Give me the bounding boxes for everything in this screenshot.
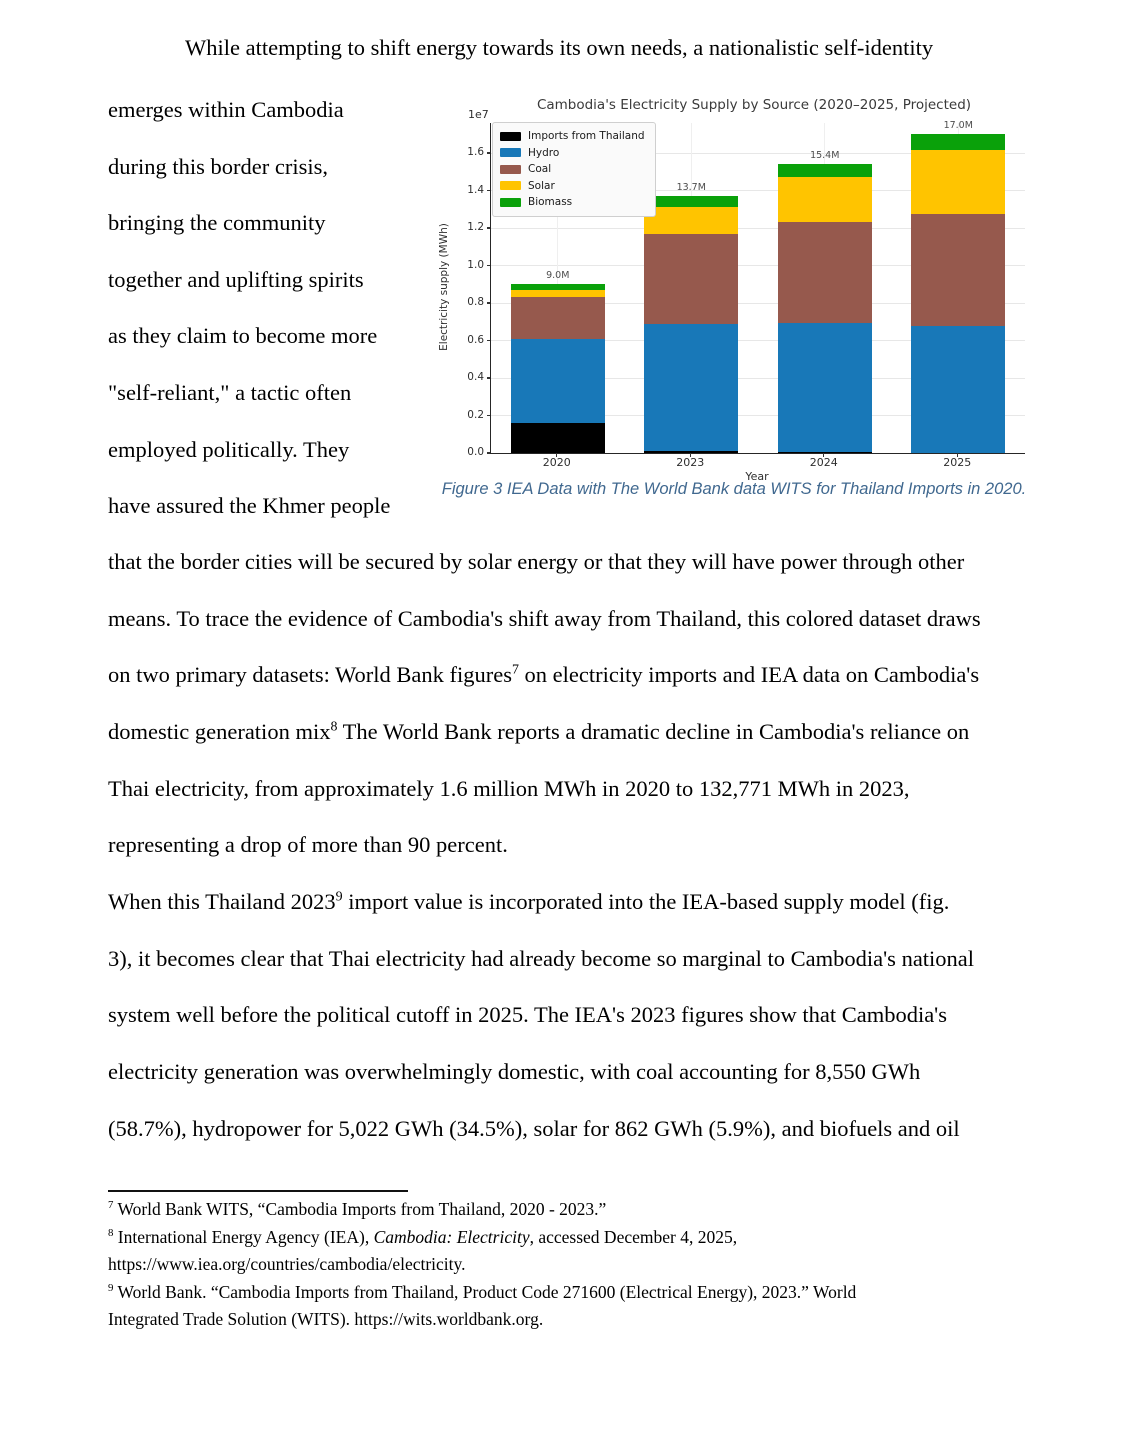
y-axis-label: Electricity supply (MWh) — [438, 223, 450, 351]
text-line: system well before the political cutoff in 2025. The IEA's 2023 figures show that Cambodia's — [108, 1002, 947, 1028]
chart-figure — [432, 95, 1036, 483]
bar-segment-biomass — [644, 196, 738, 207]
x-tick-label: 2025 — [943, 456, 972, 469]
y-tick-mark — [487, 415, 491, 416]
bar-segment-imports-from-thailand — [511, 423, 605, 453]
y-tick-mark — [487, 377, 491, 378]
bar-segment-solar — [911, 150, 1005, 214]
y-tick-label: 1.6 — [467, 146, 484, 158]
left-text-column — [108, 82, 428, 535]
legend-swatch — [500, 198, 521, 207]
y-tick-mark — [487, 340, 491, 341]
text-line: bringing the community — [108, 210, 326, 236]
bar-segment-coal — [644, 234, 738, 324]
text-line: that the border cities will be secured by solar energy or that they will have power through other — [108, 549, 965, 574]
legend-label: Coal — [528, 163, 552, 176]
bar-segment-hydro — [778, 323, 872, 452]
text-line: $^8$ International Energy Agency (IEA), Cambodia: Electricity, accessed December 4, 2025, — [108, 1226, 738, 1247]
y-tick-mark — [487, 190, 491, 191]
text-line: as they claim to become more — [108, 323, 378, 349]
text-line: during this border crisis, — [108, 153, 328, 179]
y-tick-mark — [487, 227, 491, 228]
chart-legend — [492, 122, 656, 217]
legend-item — [500, 161, 645, 178]
y-tick-label: 0.8 — [467, 296, 484, 308]
bar-total-label: 9.0M — [546, 270, 570, 282]
legend-swatch — [500, 165, 521, 174]
text-line: have assured the Khmer people — [108, 493, 391, 519]
bar-segment-biomass — [511, 284, 605, 290]
bar-segment-biomass — [911, 134, 1005, 150]
legend-label: Biomass — [528, 196, 573, 209]
bar-segment-solar — [511, 290, 605, 298]
bar-segment-hydro — [644, 324, 738, 451]
text-line: (58.7%), hydropower for 5,022 GWh (34.5%), solar for 862 GWh (5.9%), and biofuels and oil — [108, 1115, 960, 1141]
text-line: on two primary datasets: World Bank figures$^7$ on electricity imports and IEA data on Cambodia's — [108, 662, 980, 688]
x-axis-label: Year — [745, 470, 769, 483]
legend-item — [500, 128, 645, 145]
text-line: $^7$ World Bank WITS, “Cambodia Imports from Thailand, 2020 - 2023.” — [108, 1199, 607, 1219]
bar-segment-hydro — [511, 339, 605, 423]
bar-segment-coal — [911, 214, 1005, 326]
legend-item — [500, 194, 645, 211]
bar-segment-imports-from-thailand — [644, 451, 738, 453]
legend-swatch — [500, 148, 521, 157]
x-tick-label: 2020 — [542, 456, 571, 469]
bar-total-label: 15.4M — [810, 150, 840, 162]
legend-label: Solar — [528, 179, 555, 192]
bar-segment-biomass — [778, 164, 872, 177]
bar-segment-imports-from-thailand — [778, 452, 872, 453]
legend-item — [500, 178, 645, 195]
footnote-separator — [108, 1190, 408, 1192]
text-line: 3), it becomes clear that Thai electricity had already become so marginal to Cambodia's national — [108, 945, 975, 971]
text-line: "self-reliant," a tactic often — [108, 379, 352, 405]
figure-caption: Figure 3 IEA Data with The World Bank data WITS for Thailand Imports in 2020. — [441, 480, 1027, 498]
text-line: electricity generation was overwhelmingly domestic, with coal accounting for 8,550 GWh — [108, 1058, 921, 1084]
text-line: emerges within Cambodia — [108, 97, 344, 122]
bar-segment-solar — [778, 177, 872, 222]
text-line: representing a drop of more than 90 percent. — [108, 832, 508, 858]
y-tick-label: 1.2 — [467, 221, 484, 233]
legend-swatch — [500, 132, 521, 141]
text-line: employed politically. They — [108, 436, 350, 462]
y-tick-mark — [487, 452, 491, 453]
text-line: Integrated Trade Solution (WITS). https://wits.worldbank.org. — [108, 1309, 544, 1330]
x-tick-label: 2023 — [676, 456, 705, 469]
legend-label: Hydro — [528, 146, 560, 159]
footnotes — [108, 1196, 1118, 1334]
y-tick-mark — [487, 265, 491, 266]
text-line: $^9$ World Bank. “Cambodia Imports from Thailand, Product Code 271600 (Electrical Energy), 2023.” World — [108, 1281, 857, 1302]
y-tick-label: 1.4 — [467, 183, 484, 196]
legend-label: Imports from Thailand — [528, 130, 645, 143]
bar-total-label: 17.0M — [943, 120, 973, 132]
legend-swatch — [500, 181, 521, 190]
y-tick-mark — [487, 152, 491, 153]
text-line: https://www.iea.org/countries/cambodia/electricity. — [108, 1254, 466, 1275]
y-axis-offset-label: 1e7 — [468, 108, 489, 121]
x-tick-label: 2024 — [809, 456, 838, 469]
legend-item — [500, 145, 645, 162]
text-line: When this Thailand 2023$^9$ import value is incorporated into the IEA-based supply model (fig. — [108, 888, 950, 914]
text-line: Thai electricity, from approximately 1.6 million MWh in 2020 to 132,771 MWh in 2023, — [108, 775, 910, 801]
y-tick-label: 0.4 — [467, 371, 484, 383]
bar-segment-coal — [778, 222, 872, 322]
y-tick-mark — [487, 302, 491, 303]
bar-segment-solar — [644, 207, 738, 233]
body-paragraphs — [108, 534, 1118, 1157]
y-tick-label: 0.2 — [467, 408, 484, 421]
y-tick-label: 0.6 — [467, 333, 484, 346]
text-line: together and uplifting spirits — [108, 266, 364, 292]
bar-segment-hydro — [911, 326, 1005, 454]
chart-title: Cambodia's Electricity Supply by Source (2020–2025, Projected) — [536, 97, 972, 113]
paragraph-intro-line: While attempting to shift energy towards its own needs, a nationalistic self-identity — [185, 35, 934, 60]
bar-total-label: 13.7M — [676, 182, 706, 194]
text-line: means. To trace the evidence of Cambodia's shift away from Thailand, this colored dataset draws — [108, 605, 981, 631]
text-line: domestic generation mix$^8$ The World Bank reports a dramatic decline in Cambodia's reliance on — [108, 718, 970, 744]
bar-segment-coal — [511, 297, 605, 338]
y-tick-label: 1.0 — [467, 258, 484, 271]
y-tick-label: 0.0 — [467, 446, 484, 458]
